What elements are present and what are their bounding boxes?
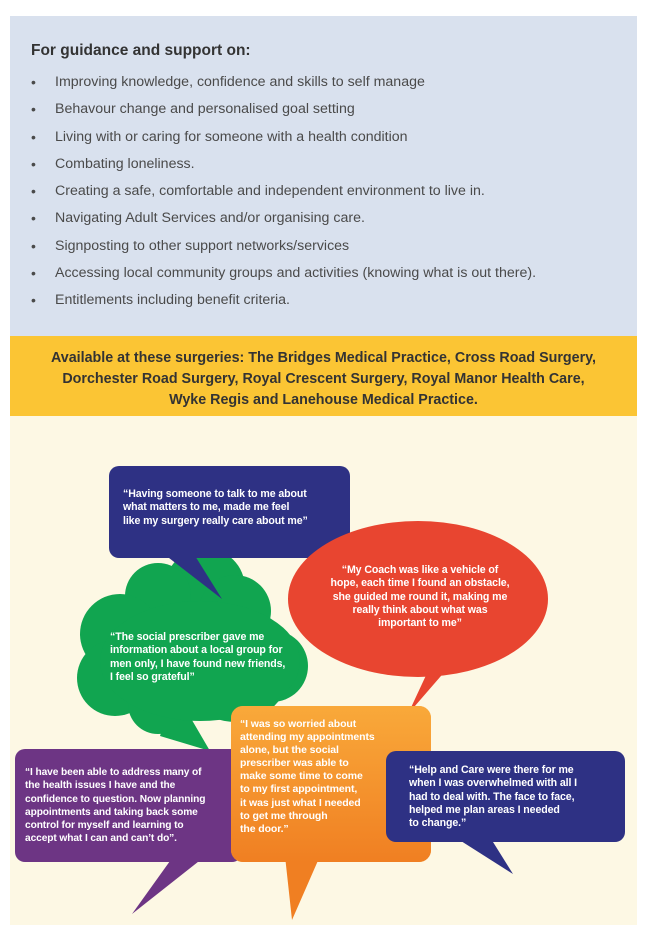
guidance-panel [10, 16, 637, 336]
speech-bubble-tail [285, 856, 320, 920]
speech-bubbles-graphic [10, 416, 637, 925]
bullet-icon: • [31, 237, 36, 254]
guidance-item [31, 210, 617, 237]
guidance-item-text: Combating loneliness. [55, 155, 195, 172]
surgeries-line: Dorchester Road Surgery, Royal Crescent Surgery, Royal Manor Health Care, [62, 371, 585, 387]
surgeries-line: Wyke Regis and Lanehouse Medical Practice. [169, 392, 478, 408]
quote-line: to get me through [240, 809, 328, 822]
guidance-list [31, 74, 617, 320]
bullet-icon: • [31, 128, 36, 145]
guidance-item-text: Living with or caring for someone with a health condition [55, 128, 408, 145]
quote-text [240, 718, 375, 836]
surgeries-banner [10, 336, 637, 416]
guidance-item [31, 183, 617, 210]
quote-line: had to deal with. The face to face, [409, 790, 575, 803]
quote-line: she guided me round it, making me [332, 590, 508, 603]
bullet-icon: • [31, 101, 36, 118]
speech-bubble-tail [132, 854, 208, 914]
guidance-item [31, 238, 617, 265]
guidance-item [31, 292, 617, 319]
guidance-item [31, 74, 617, 101]
guidance-item [31, 129, 617, 156]
quote-line: accept what I can and can’t do”. [25, 833, 177, 845]
bullet-icon: • [31, 210, 36, 227]
guidance-item-text: Accessing local community groups and activities (knowing what is out there). [55, 265, 537, 282]
quote-text [310, 564, 530, 630]
quote-line: alone, but the social [240, 744, 339, 757]
guidance-heading: For guidance and support on: [31, 42, 251, 59]
quote-line: confidence to question. Now planning [25, 793, 206, 805]
bullet-icon: • [31, 292, 36, 309]
guidance-item [31, 101, 617, 128]
bullet-icon: • [31, 74, 36, 90]
quote-text [409, 764, 577, 830]
quote-line: helped me plan areas I needed [409, 803, 560, 816]
quote-line: “I was so worried about [240, 718, 357, 730]
quote-line: really think about what was [352, 603, 488, 616]
quote-line: the door.” [240, 822, 289, 835]
quote-line: like my surgery really care about me” [123, 514, 308, 527]
quote-line: hope, each time I found an obstacle, [330, 577, 510, 590]
quote-line: “The social prescriber gave me [110, 631, 265, 643]
quote-line: when I was overwhelmed with all I [409, 777, 578, 790]
quote-line: “Having someone to talk to me about [123, 488, 307, 500]
quote-line: I feel so grateful” [110, 670, 195, 683]
quote-line: men only, I have found new friends, [110, 657, 286, 670]
quote-line: “My Coach was like a vehicle of [341, 564, 499, 576]
bullet-icon: • [31, 265, 36, 282]
bullet-icon: • [31, 155, 36, 172]
quote-line: prescriber was able to [240, 757, 349, 770]
quote-text [123, 488, 308, 528]
guidance-item-text: Creating a safe, comfortable and independent environment to live in. [55, 183, 485, 200]
quote-line: make some time to come [240, 770, 363, 783]
quote-line: appointments and taking back some [25, 806, 198, 818]
quote-line: “I have been able to address many of [25, 767, 202, 778]
guidance-item-text: Behavour change and personalised goal setting [55, 101, 355, 118]
surgeries-line: Available at these surgeries: The Bridges Medical Practice, Cross Road Surgery, [50, 350, 597, 366]
testimonials-panel [10, 416, 637, 925]
quote-line: it was just what I needed [240, 796, 361, 809]
quote-line: information about a local group for [110, 644, 283, 657]
guidance-item-text: Improving knowledge, confidence and skills to self manage [55, 74, 425, 90]
quote-line: important to me” [378, 617, 462, 630]
quote-line: control for myself and learning to [25, 820, 184, 832]
quote-line: to my first appointment, [240, 783, 358, 796]
quote-line: “Help and Care were there for me [409, 764, 574, 776]
quote-line: to change.” [409, 817, 467, 830]
guidance-item [31, 156, 617, 183]
bullet-icon: • [31, 183, 36, 200]
quote-text [25, 766, 205, 846]
guidance-item-text: Entitlements including benefit criteria. [55, 292, 291, 309]
quote-line: what matters to me, made me feel [123, 501, 290, 514]
guidance-item-text: Navigating Adult Services and/or organising care. [55, 210, 365, 227]
quote-line: the health issues I have and the [25, 780, 176, 792]
guidance-item-text: Signposting to other support networks/services [55, 237, 350, 254]
quote-text [110, 631, 285, 684]
quote-line: attending my appointments [240, 731, 375, 744]
guidance-item [31, 265, 617, 292]
